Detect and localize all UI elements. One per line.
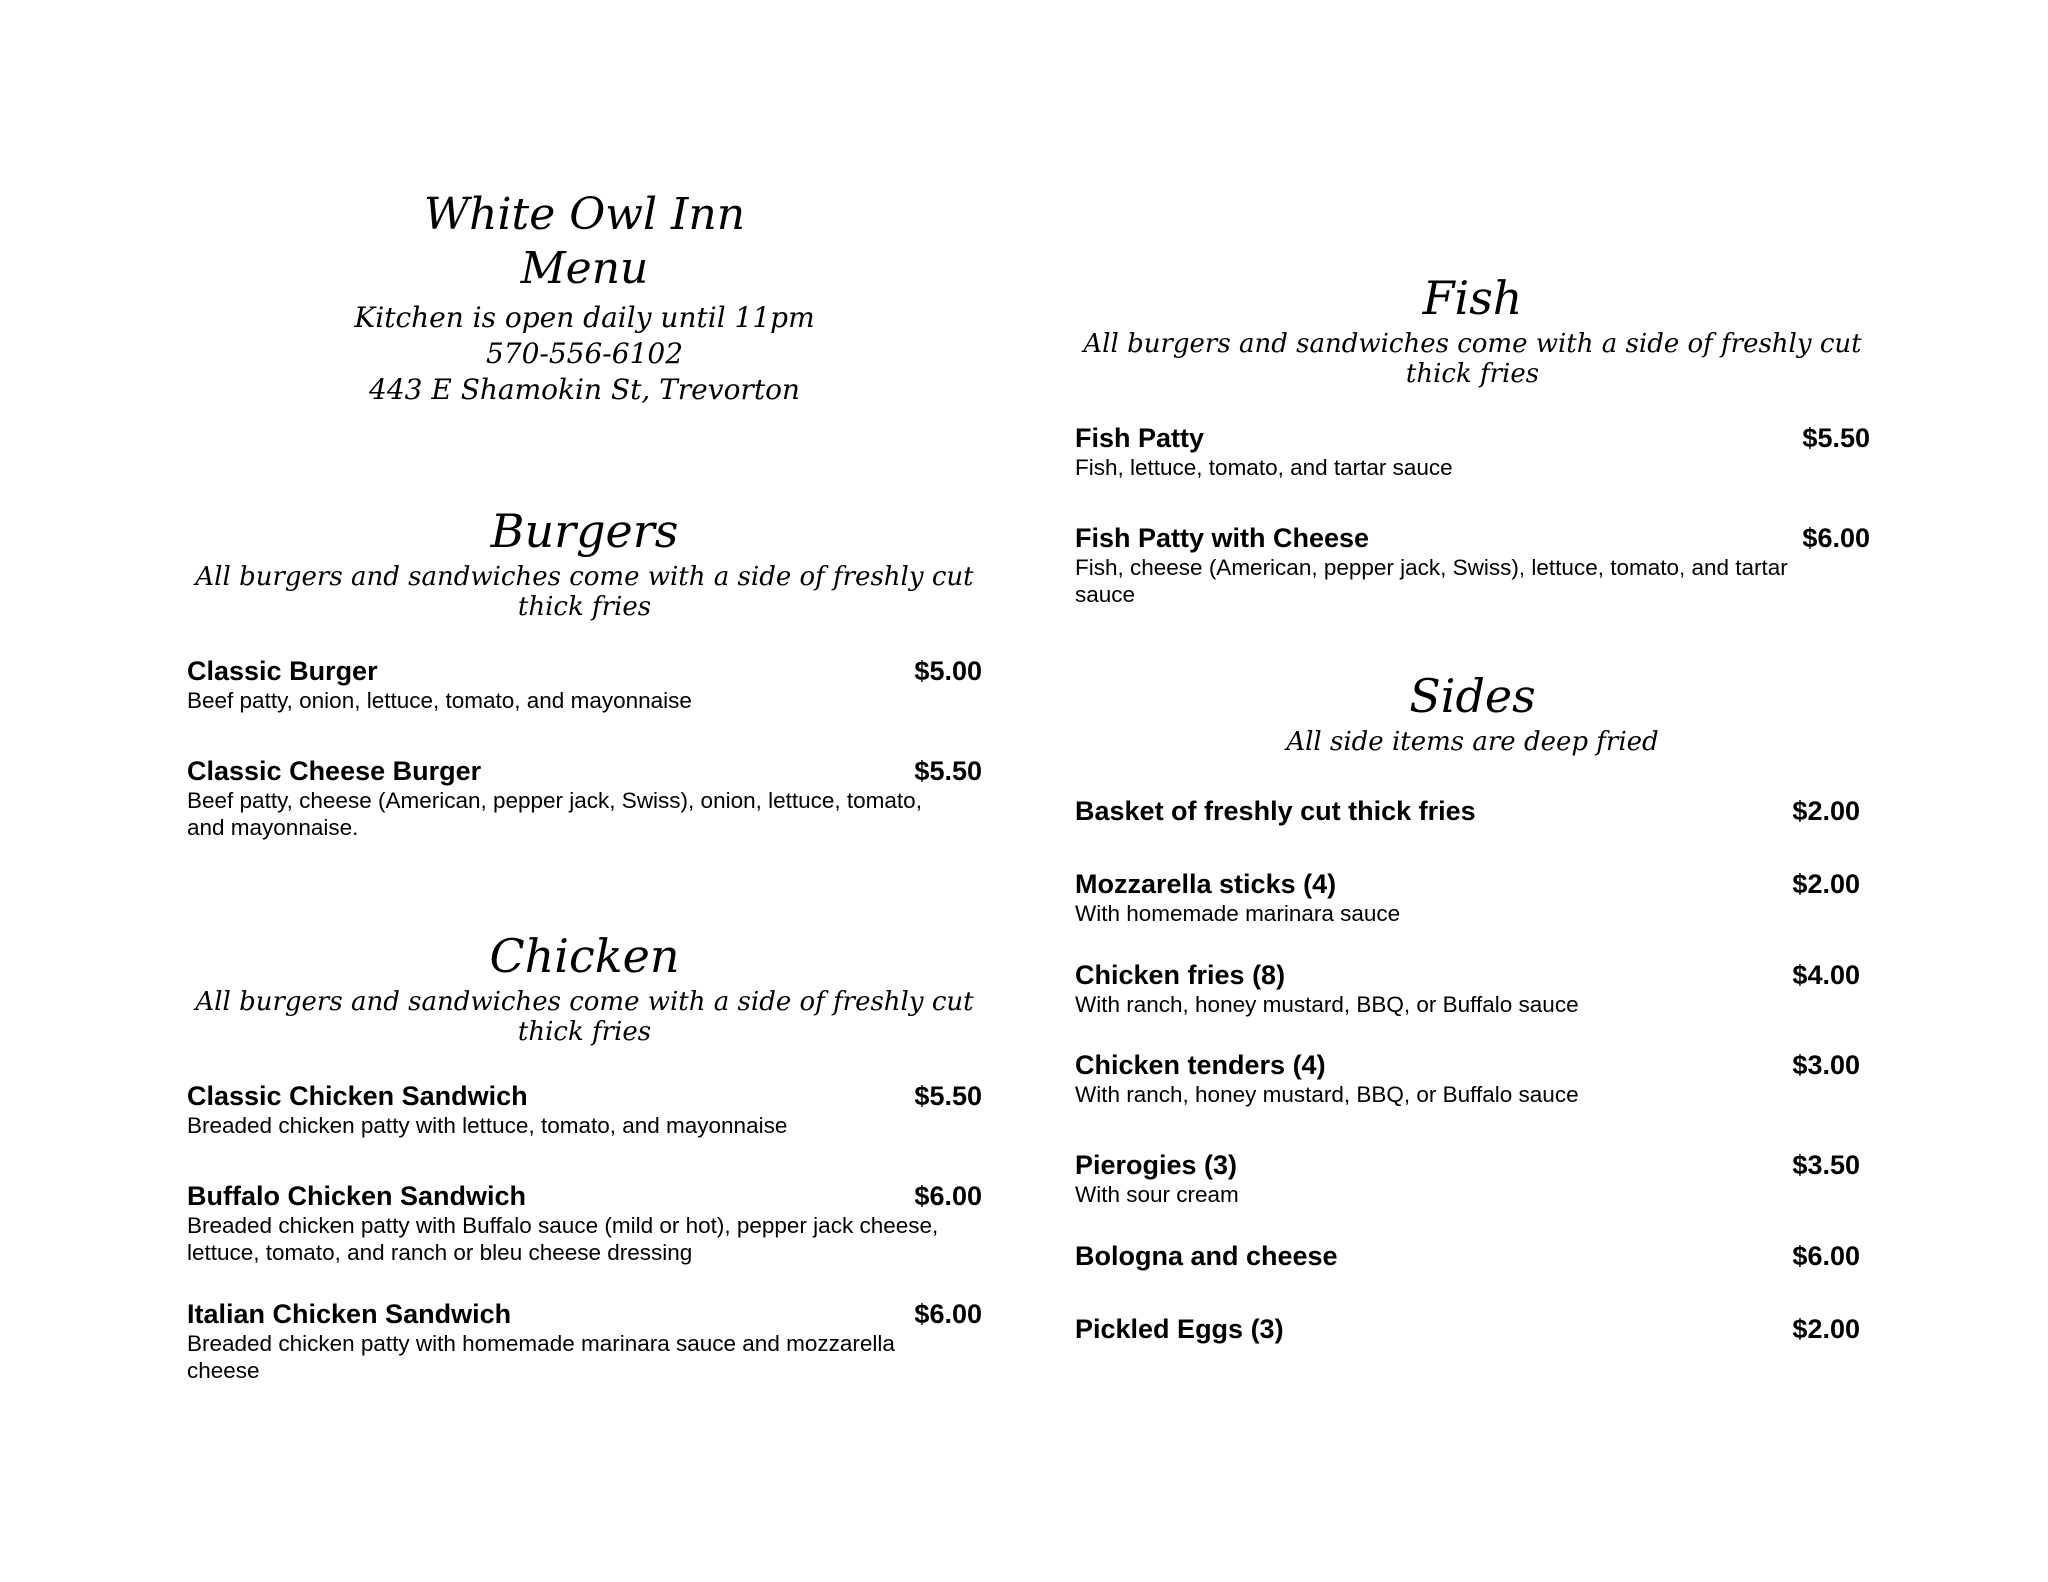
item-name: Buffalo Chicken Sandwich <box>187 1181 527 1211</box>
item-name: Classic Burger <box>187 656 378 686</box>
item-name: Basket of freshly cut thick fries <box>1075 796 1476 826</box>
burgers-section <box>187 505 982 855</box>
menu-item <box>1075 422 1870 481</box>
item-price: $6.00 <box>1802 523 1870 553</box>
item-price: $5.50 <box>1802 423 1870 453</box>
restaurant-name: White Owl Inn <box>423 189 746 240</box>
menu-item <box>1075 1313 1860 1345</box>
item-name: Fish Patty <box>1075 423 1205 453</box>
chicken-section <box>187 930 982 1410</box>
menu-item <box>1075 1049 1860 1108</box>
kitchen-hours: Kitchen is open daily until 11pm <box>354 301 815 334</box>
section-note: All side items are deep fried <box>1286 727 1659 757</box>
item-name: Chicken fries (8) <box>1075 960 1286 990</box>
item-description: With sour cream <box>1075 1182 1239 1207</box>
section-title: Chicken <box>489 929 680 983</box>
menu-item <box>1075 959 1860 1018</box>
item-price: $2.00 <box>1792 1314 1860 1344</box>
menu-item <box>187 655 982 714</box>
item-description: Beef patty, cheese (American, pepper jack, Swiss), onion, lettuce, tomato, and mayonnaise. <box>187 788 922 840</box>
item-description: Beef patty, onion, lettuce, tomato, and mayonnaise <box>187 688 692 713</box>
menu-item <box>187 1298 982 1384</box>
item-price: $5.00 <box>914 656 982 686</box>
section-title: Sides <box>1409 669 1536 723</box>
address: 443 E Shamokin St, Trevorton <box>369 373 800 406</box>
menu-item <box>1075 1149 1860 1208</box>
item-price: $5.50 <box>914 1081 982 1111</box>
menu-item <box>187 1080 982 1139</box>
section-title: Burgers <box>490 504 679 558</box>
menu-item <box>1075 522 1870 608</box>
section-note: All burgers and sandwiches come with a side of freshly cut thick fries <box>1083 329 1862 389</box>
item-description: With ranch, honey mustard, BBQ, or Buffalo sauce <box>1075 1082 1579 1107</box>
phone-number: 570-556-6102 <box>485 337 684 370</box>
item-name: Pickled Eggs (3) <box>1075 1314 1284 1344</box>
item-price: $3.50 <box>1792 1150 1860 1180</box>
menu-item <box>1075 1240 1860 1272</box>
item-price: $3.00 <box>1792 1050 1860 1080</box>
menu-header <box>187 190 982 420</box>
item-description: Breaded chicken patty with Buffalo sauce (mild or hot), pepper jack cheese, lettuce, tomato, and ranch or bleu cheese dressing <box>187 1213 939 1265</box>
item-name: Fish Patty with Cheese <box>1075 523 1370 553</box>
item-description: Fish, cheese (American, pepper jack, Swiss), lettuce, tomato, and tartar sauce <box>1075 555 1788 607</box>
item-price: $6.00 <box>914 1181 982 1211</box>
item-name: Classic Cheese Burger <box>187 756 482 786</box>
menu-item <box>1075 868 1860 927</box>
item-price: $5.50 <box>914 756 982 786</box>
item-name: Mozzarella sticks (4) <box>1075 869 1337 899</box>
item-description: With ranch, honey mustard, BBQ, or Buffalo sauce <box>1075 992 1579 1017</box>
item-price: $2.00 <box>1792 796 1860 826</box>
menu-item <box>1075 795 1860 827</box>
item-description: Fish, lettuce, tomato, and tartar sauce <box>1075 455 1453 480</box>
menu-title: Menu <box>520 243 649 294</box>
item-name: Classic Chicken Sandwich <box>187 1081 528 1111</box>
item-description: Breaded chicken patty with lettuce, tomato, and mayonnaise <box>187 1113 788 1138</box>
item-description: With homemade marinara sauce <box>1075 901 1401 926</box>
section-note: All burgers and sandwiches come with a side of freshly cut thick fries <box>195 987 974 1047</box>
menu-item <box>187 1180 982 1266</box>
item-name: Pierogies (3) <box>1075 1150 1238 1180</box>
item-name: Italian Chicken Sandwich <box>187 1299 512 1329</box>
item-name: Bologna and cheese <box>1075 1241 1338 1271</box>
item-description: Breaded chicken patty with homemade marinara sauce and mozzarella cheese <box>187 1331 895 1383</box>
menu-item <box>187 755 982 841</box>
item-name: Chicken tenders (4) <box>1075 1050 1326 1080</box>
fish-section <box>1075 272 1870 622</box>
section-title: Fish <box>1422 271 1523 325</box>
sides-section <box>1075 670 1870 1370</box>
section-note: All burgers and sandwiches come with a side of freshly cut thick fries <box>195 562 974 622</box>
item-price: $4.00 <box>1792 960 1860 990</box>
item-price: $6.00 <box>1792 1241 1860 1271</box>
item-price: $2.00 <box>1792 869 1860 899</box>
item-price: $6.00 <box>914 1299 982 1329</box>
